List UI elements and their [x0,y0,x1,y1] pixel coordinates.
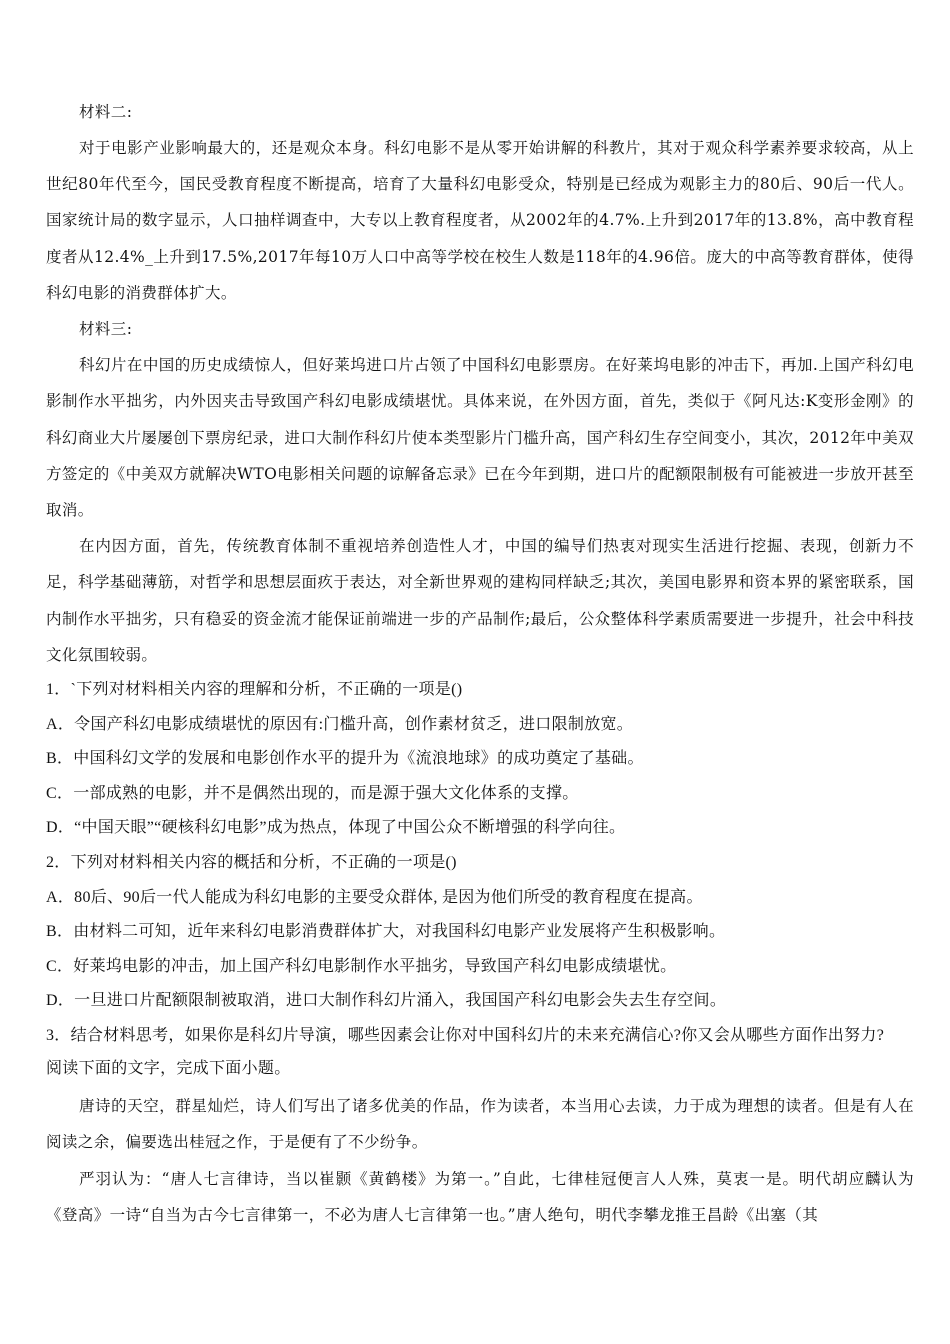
option-1c: C．一部成熟的电影，并不是偶然出现的，而是源于强大文化体系的支撑。 [46,784,579,802]
material2-body: 对于电影产业影响最大的，还是观众本身。科幻电影不是从零开始讲解的科教片，其对于观众科学素养要求较高，从上世纪80年代至今，国民受教育程度不断提高，培育了大量科幻电影受众，特别是已经成为观影主力的80后、90后一代人。国家统计局的数字显示，人口抽样调查中，大专以上教育程度者，从2002年的4.7%.上升到2017年的13.8%，高中教育程度者从12.4%_上升到17.5%,2017年每10万人口中高等学校在校生人数是118年的4.96倍。庞大的中高等教育群体，使得科幻电影的消费群体扩大。 [46,139,914,302]
question-1: 1．`下列对材料相关内容的理解和分析，不正确的一项是() [46,681,463,699]
option-2b: B．由材料二可知，近年来科幻电影消费群体扩大，对我国科幻电影产业发展将产生积极影响。 [46,923,726,941]
option-1a: A．令国产科幻电影成绩堪忧的原因有:门槛升高，创作素材贫乏，进口限制放宽。 [46,715,634,733]
option-2d: D．一旦进口片配额限制被取消，进口大制作科幻片涌入，我国国产科幻电影会失去生存空间。 [46,992,727,1010]
material3-para2: 在内因方面，首先，传统教育体制不重视培养创造性人才，中国的编导们热衷对现实生活进行挖掘、表现，创新力不足，科学基础薄筋，对哲学和思想层面疚于表达，对全新世界观的建构同样缺乏;其次，美国电影界和资本界的紧密联系，国内制作水平拙劣，只有稳妥的资金流才能保证前端进一步的产品制作;最后，公众整体科学素质需要进一步提升，社会中科技文化氛围较弱。 [46,537,914,664]
option-1d: D．“中国天眼”“硬核科幻电影”成为热点，体现了中国公众不断增强的科学向往。 [46,819,626,837]
poetry-para1: 唐诗的天空，群星灿烂，诗人们写出了诸多优美的作品，作为读者，本当用心去读，力于成为理想的读者。但是有人在阅读之余，偏要选出桂冠之作，于是便有了不少纷争。 [46,1097,914,1152]
question-2: 2．下列对材料相关内容的概括和分析，不正确的一项是() [46,854,457,872]
option-1b: B．中国科幻文学的发展和电影创作水平的提升为《流浪地球》的成功奠定了基础。 [46,750,644,768]
material2-heading: 材料二: [79,103,133,121]
material3-heading: 材料三: [79,320,133,339]
question-list [46,673,914,1086]
reading-instruction: 阅读下面的文字，完成下面小题。 [46,1059,291,1077]
material3-para1: 科幻片在中国的历史成绩惊人，但好莱坞进口片占领了中国科幻电影票房。在好莱坞电影的冲击下，再加.上国产科幻电影制作水平拙劣，内外因夹击导致国产科幻电影成绩堪忧。具体来说，在外因方面，首先，类似于《阿凡达:K变形金刚》的科幻商业大片屡屡创下票房纪录，进口大制作科幻片使本类型影片门槛升高，国产科幻生存空间变小，其次，2012年中美双方签定的《中美双方就解决WTO电影相关问题的谅解备忘录》已在今年到期，进口片的配额限制极有可能被进一步放开甚至取消。 [46,356,914,520]
option-2c: C．好莱坞电影的冲击，加上国产科幻电影制作水平拙劣，导致国产科幻电影成绩堪忧。 [46,957,677,975]
poetry-para2: 严羽认为：“唐人七言律诗，当以崔颢《黄鹤楼》为第一。”自此，七律桂冠便言人人殊，莫衷一是。明代胡应麟认为《登高》一诗“自当为古今七言律第一，不必为唐人七言律第一也。”唐人绝句，明代李攀龙推王昌龄《出塞（其 [46,1169,914,1224]
option-2a: A．80后、90后一代人能成为科幻电影的主要受众群体, 是因为他们所受的教育程度在提高。 [46,888,703,906]
question-3: 3．结合材料思考，如果你是科幻片导演，哪些因素会让你对中国科幻片的未来充满信心?你又会从哪些方面作出努力? [46,1026,885,1044]
